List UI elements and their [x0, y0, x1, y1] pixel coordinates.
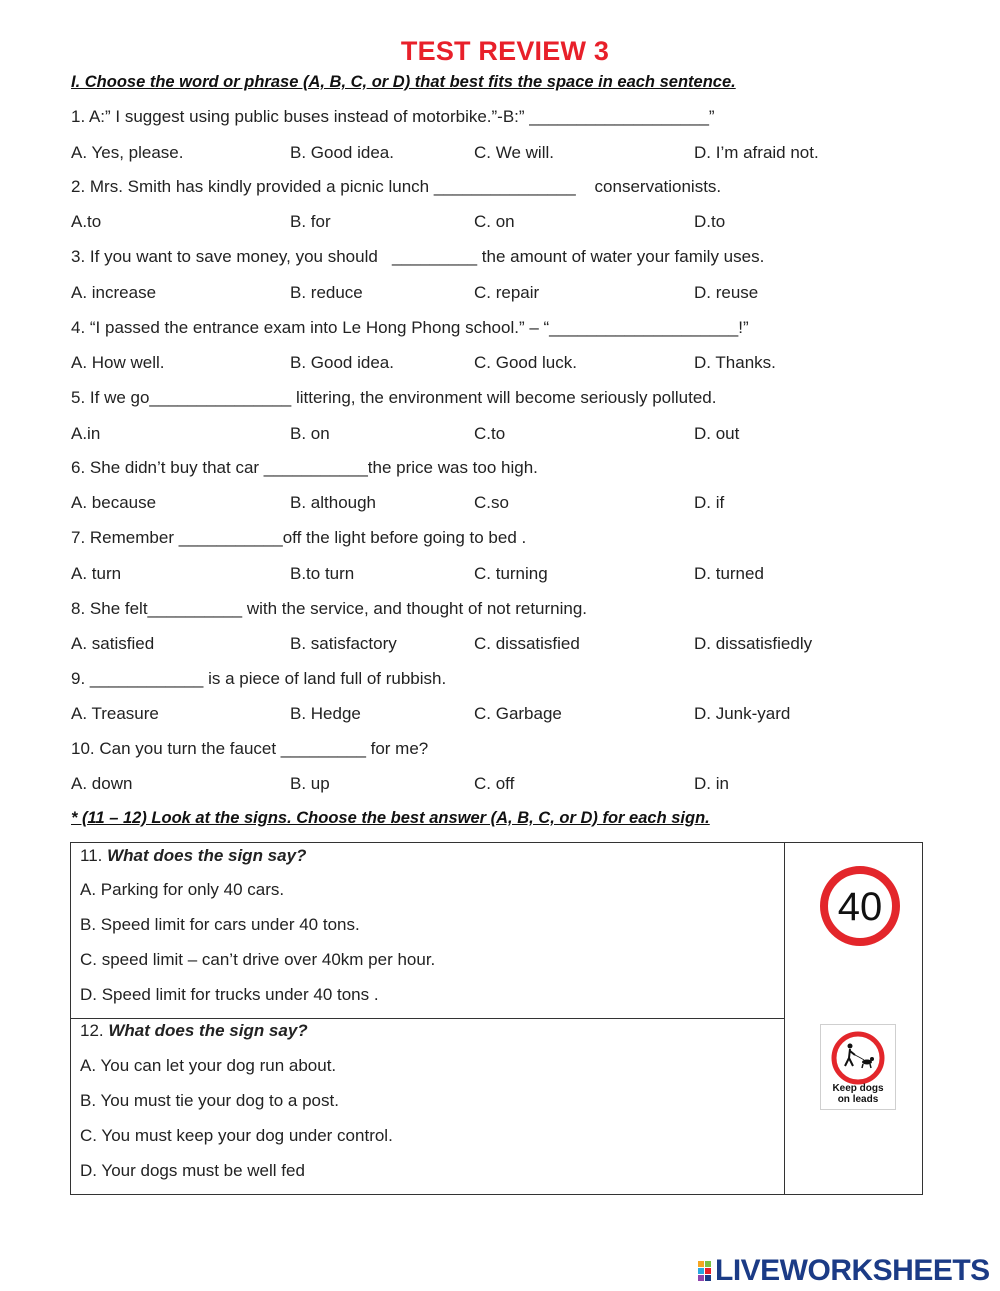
speed-limit-40-sign	[818, 864, 902, 948]
option-11c[interactable]: C. speed limit – can’t drive over 40km per hour.	[80, 950, 436, 969]
option-1b[interactable]: B. Good idea.	[290, 143, 394, 162]
option-1a[interactable]: A. Yes, please.	[71, 143, 184, 162]
option-10a[interactable]: A. down	[71, 774, 133, 793]
option-12b[interactable]: B. You must tie your dog to a post.	[80, 1091, 339, 1110]
question-7: 7. Remember ___________off the light before going to bed .	[71, 528, 527, 547]
question-4: 4. “I passed the entrance exam into Le Hong Phong school.” – “____________________!”	[71, 318, 749, 337]
option-7b[interactable]: B.to turn	[290, 564, 355, 583]
option-9d[interactable]: D. Junk-yard	[694, 704, 791, 723]
dog-sign-text-line-2: on leads	[837, 1094, 879, 1105]
section-1-instruction: I. Choose the word or phrase (A, B, C, or D) that best fits the space in each sentence.	[71, 73, 736, 91]
speed-sign-value: 40	[837, 885, 883, 929]
option-4c[interactable]: C. Good luck.	[474, 353, 577, 372]
option-4a[interactable]: A. How well.	[71, 353, 165, 372]
option-8a[interactable]: A. satisfied	[71, 634, 155, 653]
option-2d[interactable]: D.to	[694, 212, 726, 231]
option-5a[interactable]: A.in	[71, 424, 101, 443]
question-2: 2. Mrs. Smith has kindly provided a picnic lunch _______________ conservationists.	[71, 177, 722, 196]
question-10: 10. Can you turn the faucet _________ for me?	[71, 739, 429, 758]
option-5b[interactable]: B. on	[290, 424, 330, 443]
question-9: 9. ____________ is a piece of land full of rubbish.	[71, 669, 447, 688]
option-6c[interactable]: C.so	[474, 493, 509, 512]
option-7d[interactable]: D. turned	[694, 564, 764, 583]
option-7c[interactable]: C. turning	[474, 564, 548, 583]
option-5d[interactable]: D. out	[694, 424, 740, 443]
option-11d[interactable]: D. Speed limit for trucks under 40 tons .	[80, 985, 379, 1004]
logo-grid-icon	[698, 1261, 711, 1281]
option-11a[interactable]: A. Parking for only 40 cars.	[80, 880, 285, 899]
option-7a[interactable]: A. turn	[71, 564, 122, 583]
liveworksheets-logo	[698, 1254, 990, 1288]
option-8c[interactable]: C. dissatisfied	[474, 634, 580, 653]
section-2-instruction: * (11 – 12) Look at the signs. Choose the best answer (A, B, C, or D) for each sign.	[71, 809, 710, 827]
dog-sign-text-line-1: Keep dogs	[832, 1083, 884, 1094]
sign-question-11-number: 11.	[80, 846, 103, 865]
option-4d[interactable]: D. Thanks.	[694, 353, 776, 372]
keep-dogs-on-leads-sign	[820, 1024, 896, 1110]
option-2c[interactable]: C. on	[474, 212, 515, 231]
question-5: 5. If we go_______________ littering, the environment will become seriously polluted.	[71, 388, 717, 407]
option-3b[interactable]: B. reduce	[290, 283, 363, 302]
option-5c[interactable]: C.to	[474, 424, 506, 443]
table-row-divider	[70, 1018, 785, 1019]
option-2a[interactable]: A.to	[71, 212, 102, 231]
sign-question-12-prompt: What does the sign say?	[108, 1021, 308, 1040]
sign-question-11	[80, 846, 306, 866]
option-6d[interactable]: D. if	[694, 493, 725, 512]
sign-question-12-number: 12.	[80, 1021, 104, 1040]
question-1: 1. A:” I suggest using public buses instead of motorbike.”-B:” ___________________”	[71, 107, 715, 126]
option-9b[interactable]: B. Hedge	[290, 704, 361, 723]
sign-question-11-prompt: What does the sign say?	[107, 846, 307, 865]
logo-text: LIVEWORKSHEETS	[715, 1254, 990, 1287]
option-10d[interactable]: D. in	[694, 774, 729, 793]
dog-sign-ring	[834, 1034, 882, 1082]
option-12d[interactable]: D. Your dogs must be well fed	[80, 1161, 305, 1180]
sign-question-12	[80, 1021, 308, 1041]
option-6a[interactable]: A. because	[71, 493, 157, 512]
option-3d[interactable]: D. reuse	[694, 283, 759, 302]
option-9c[interactable]: C. Garbage	[474, 704, 562, 723]
option-12c[interactable]: C. You must keep your dog under control.	[80, 1126, 393, 1145]
option-4b[interactable]: B. Good idea.	[290, 353, 394, 372]
option-2b[interactable]: B. for	[290, 212, 331, 231]
option-11b[interactable]: B. Speed limit for cars under 40 tons.	[80, 915, 360, 934]
option-8d[interactable]: D. dissatisfiedly	[694, 634, 813, 653]
option-9a[interactable]: A. Treasure	[71, 704, 159, 723]
option-1c[interactable]: C. We will.	[474, 143, 554, 162]
question-8: 8. She felt__________ with the service, and thought of not returning.	[71, 599, 588, 618]
option-3a[interactable]: A. increase	[71, 283, 157, 302]
option-10c[interactable]: C. off	[474, 774, 515, 793]
question-3: 3. If you want to save money, you should _________ the amount of water your family uses.	[71, 247, 765, 266]
option-6b[interactable]: B. although	[290, 493, 377, 512]
option-1d[interactable]: D. I’m afraid not.	[694, 143, 819, 162]
question-6: 6. She didn’t buy that car ___________the price was too high.	[71, 458, 538, 477]
option-8b[interactable]: B. satisfactory	[290, 634, 397, 653]
option-12a[interactable]: A. You can let your dog run about.	[80, 1056, 337, 1075]
option-10b[interactable]: B. up	[290, 774, 330, 793]
page-title: TEST REVIEW 3	[400, 36, 610, 66]
option-3c[interactable]: C. repair	[474, 283, 540, 302]
